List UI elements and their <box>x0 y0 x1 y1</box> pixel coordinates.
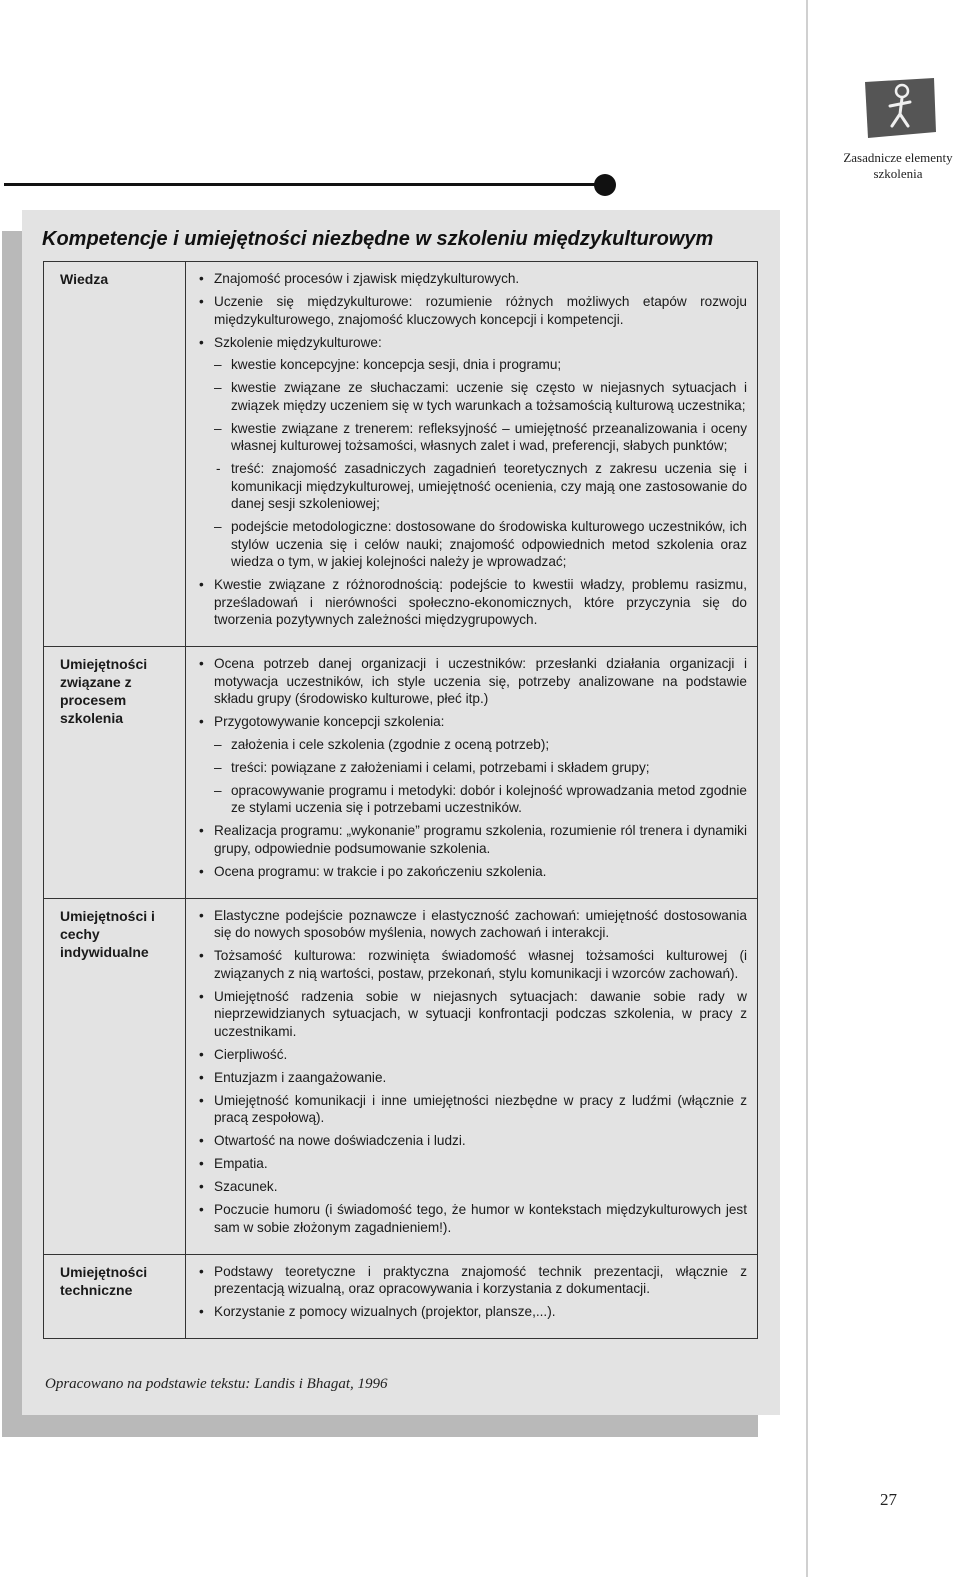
sub-list-item: – kwestie koncepcyjne: koncepcja sesji, dnia i programu; <box>214 356 747 374</box>
list-item: • Znajomość procesów i zjawisk międzykulturowych. <box>198 270 747 288</box>
list-item: • Elastyczne podejście poznawcze i elastyczność zachowań: umiejętność dostosowania się do nowych sposobów myślenia, nowych zachowań i interakcji. <box>198 907 747 942</box>
list-item: • Umiejętność radzenia sobie w niejasnych sytuacjach: dawanie sobie rady w nieprzewidzianych sytuacjach, w sytuacji konfrontacji podczas szkolenia, w pracy z uczestnikami. <box>198 988 747 1041</box>
table-row <box>44 898 758 1254</box>
margin-rule <box>806 0 808 1577</box>
list-item: • Otwartość na nowe doświadczenia i ludzi. <box>198 1132 747 1150</box>
row-category: Umiejętności techniczne <box>44 1254 186 1339</box>
section-title: Zasadnicze elementy szkolenia <box>843 150 953 181</box>
list-item <box>198 713 747 817</box>
sub-list-item: – kwestie związane ze słuchaczami: uczenie się często w niejasnych sytuacjach i związek między uczeniem się w tych warunkach a tożsamością kulturową uczestnika; <box>214 379 747 414</box>
person-figure-logo-icon <box>862 76 938 140</box>
row-content <box>186 1254 758 1339</box>
table-row <box>44 1254 758 1339</box>
sub-list-item: – kwestie związane z trenerem: refleksyjność – umiejętność przeanalizowania i oceny własnej kulturowej tożsamości, własnych zalet i wad, preferencji, słabych punktów; <box>214 420 747 455</box>
sub-list-item: - treść: znajomość zasadniczych zagadnień teoretycznych z zakresu uczenia się i komunikacji międzykulturowej, umiejętność ocenienia, czy mają one zastosowanie do danej sesji szkoleniowej; <box>214 460 747 513</box>
row-content <box>186 647 758 899</box>
list-item: • Szacunek. <box>198 1178 747 1196</box>
page-number: 27 <box>880 1490 897 1509</box>
list-item: • Kwestie związane z różnorodnością: podejście to kwestii władzy, problemu rasizmu, prześladowań i nierówności społeczno-ekonomicznych, które przyczynia się do tworzenia pozytywnych zależności międzygrupowych. <box>198 576 747 629</box>
competence-table <box>43 261 758 1339</box>
list-item: • Ocena programu: w trakcie i po zakończeniu szkolenia. <box>198 863 747 881</box>
list-item: • Poczucie humoru (i świadomość tego, że humor w kontekstach międzykulturowych jest sam w sobie złożonym zagadnieniem!). <box>198 1201 747 1236</box>
sub-list-item: – opracowywanie programu i metodyki: dobór i kolejność wprowadzania metod zgodnie ze stylami uczenia się i potrzebami uczestników. <box>214 782 747 817</box>
header-rule-dot <box>594 174 616 196</box>
row-category: Umiejętności i cechy indywidualne <box>44 898 186 1254</box>
list-item: • Tożsamość kulturowa: rozwinięta świadomość własnej tożsamości kulturowej (i związanych z nią wartości, postaw, przekonań, stylu komunikacji i wzorców zachowań). <box>198 947 747 982</box>
list-item: • Cierpliwość. <box>198 1046 747 1064</box>
list-item: • Entuzjazm i zaangażowanie. <box>198 1069 747 1087</box>
list-item-text: Przygotowywanie koncepcji szkolenia: <box>214 714 445 729</box>
header-rule <box>4 183 604 186</box>
list-item: • Podstawy teoretyczne i praktyczna znajomość technik prezentacji, włącznie z prezentacją wizualną, oraz opracowywania i korzystania z dokumentacji. <box>198 1263 747 1298</box>
list-item: • Korzystanie z pomocy wizualnych (projektor, plansze,...). <box>198 1303 747 1321</box>
row-content <box>186 262 758 647</box>
row-category: Wiedza <box>44 262 186 647</box>
row-content <box>186 898 758 1254</box>
row-category: Umiejętności związane z procesem szkolenia <box>44 647 186 899</box>
sub-list-item: – założenia i cele szkolenia (zgodnie z oceną potrzeb); <box>214 736 747 754</box>
list-item: • Uczenie się międzykulturowe: rozumienie różnych możliwych etapów rozwoju międzykulturowego, znajomość kluczowych koncepcji i kompetencji. <box>198 293 747 328</box>
source-citation: Opracowano na podstawie tekstu: Landis i Bhagat, 1996 <box>45 1376 388 1392</box>
sub-list-item: – podejście metodologiczne: dostosowane do środowiska kulturowego uczestników, ich stylów uczenia się i celów nauki; znajomość odpowiednich metod szkolenia oraz wiedza o tym, w jakiej kolejności należy je wprowadzać; <box>214 518 747 571</box>
table-row <box>44 647 758 899</box>
table-row <box>44 262 758 647</box>
list-item: • Umiejętność komunikacji i inne umiejętności niezbędne w pracy z ludźmi (włącznie z pracą zespołową). <box>198 1092 747 1127</box>
list-item: • Realizacja programu: „wykonanie” programu szkolenia, rozumienie ról trenera i dynamiki grupy, odpowiednie podsumowanie szkolenia. <box>198 822 747 857</box>
list-item-text: Szkolenie międzykulturowe: <box>214 334 382 350</box>
list-item: • Empatia. <box>198 1155 747 1173</box>
list-item: • Ocena potrzeb danej organizacji i uczestników: przesłanki działania organizacji i motywacja uczestników, ich style uczenia się, potrzeby analizowane na podstawie składu grupy (środowisko kulturowe, płeć itp.) <box>198 655 747 708</box>
box-title: Kompetencje i umiejętności niezbędne w szkoleniu międzykulturowym <box>42 228 714 250</box>
list-item <box>198 334 747 571</box>
sub-list-item: – treści: powiązane z założeniami i celami, potrzebami i składem grupy; <box>214 759 747 777</box>
